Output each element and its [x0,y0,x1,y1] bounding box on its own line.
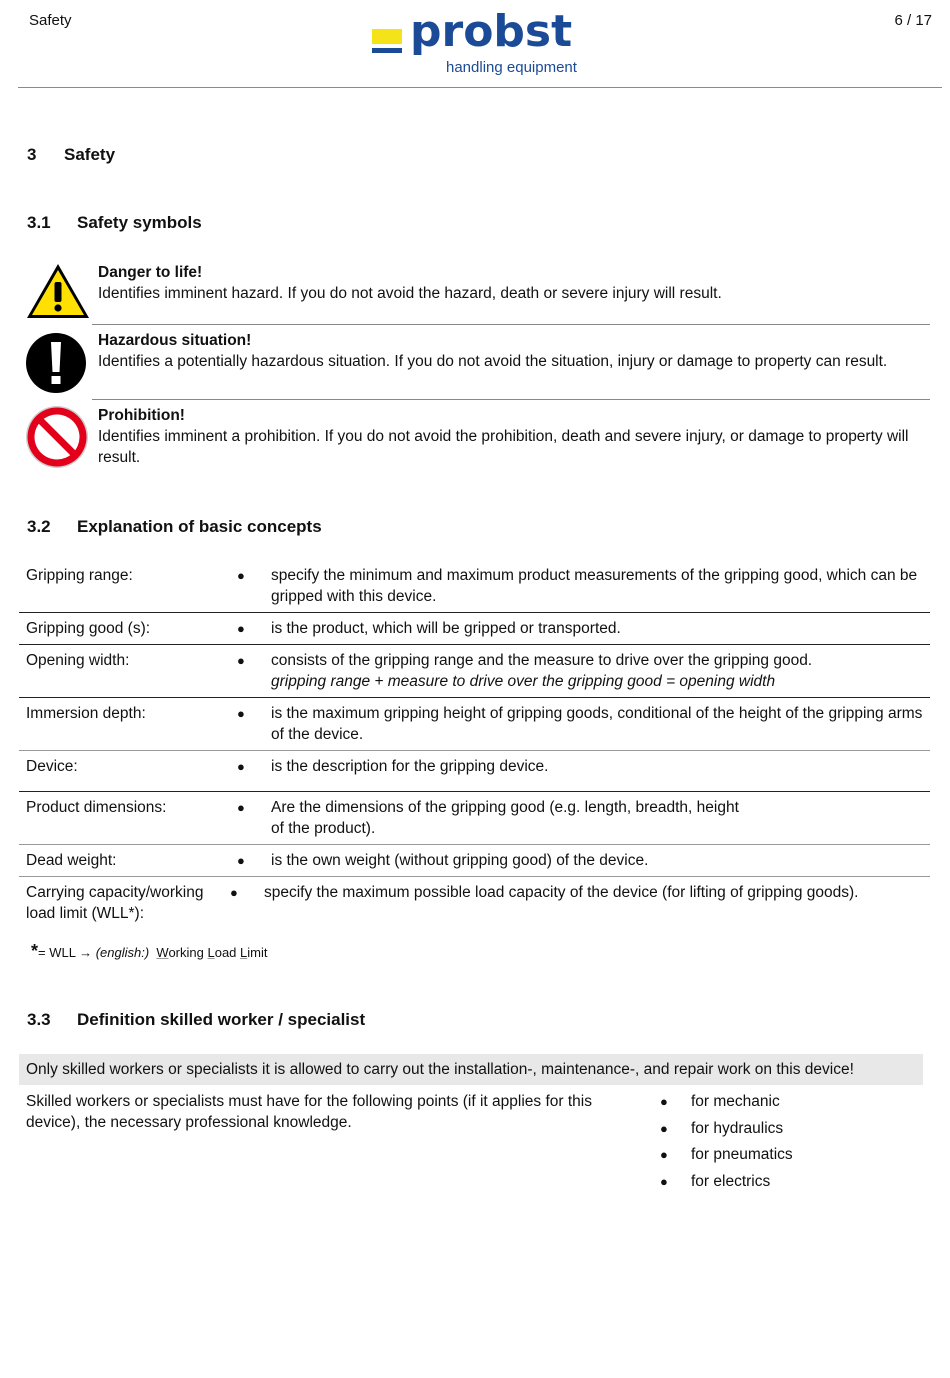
concept-term: Product dimensions: [26,799,167,816]
symbol-divider [92,324,930,325]
concept-row [19,791,930,844]
concept-row [19,644,930,697]
concept-definition: is the own weight (without gripping good) of the device. [271,852,649,869]
bullet: ● [230,885,238,900]
list-item: ● for mechanic [660,1093,780,1110]
list-item: ● for electrics [660,1172,771,1190]
logo-brand: probst [410,6,573,57]
bullet: ● [237,853,245,868]
concept-row [19,560,930,612]
concept-definition: is the maximum gripping height of gripping goods, conditional of the height of the gripping arms of the device. [271,705,923,743]
section-title: Safety [64,145,116,164]
subsection-heading-symbols [27,213,202,233]
bullet: ● [237,568,245,583]
concept-term: Opening width: [26,652,130,669]
section-heading [27,145,115,165]
subsection-number: 3.2 [27,517,51,536]
subsection-title: Explanation of basic concepts [77,517,322,536]
subsection-heading-skilled [27,1010,365,1030]
skilled-notice: Only skilled workers or specialists it is allowed to carry out the installation-, maintenance-, and repair work on this device! [19,1054,923,1085]
list-item: ● for hydraulics [660,1119,784,1137]
logo-yellow-bar [372,29,402,44]
concept-definition: is the description for the gripping device. [271,758,549,775]
skill-list [660,1091,930,1197]
header-divider [18,87,942,88]
exclamation-circle-icon [25,332,87,394]
concept-definition: specify the maximum possible load capacity of the device (for lifting of gripping goods). [264,884,859,901]
subsection-title: Definition skilled worker / specialist [77,1010,366,1029]
symbol-title: Hazardous situation! [98,332,252,349]
concept-term: Gripping good (s): [26,620,151,637]
concept-definition: specify the minimum and maximum product measurements of the gripping good, which can be gripped with this device. [271,567,918,605]
probst-logo [372,6,598,80]
symbol-description: Identifies a potentially hazardous situation. If you do not avoid the situation, injury or damage to property can result. [98,353,888,370]
logo-blue-bar [372,48,402,53]
bullet: ● [237,800,245,815]
concept-row [19,750,930,791]
subsection-title: Safety symbols [77,213,202,232]
bullet: ● [237,621,245,636]
concept-definition: Are the dimensions of the gripping good (e.g. length, breadth, height [271,799,739,816]
subsection-number: 3.3 [27,1010,51,1029]
concept-term: Carrying capacity/working load limit (WLL*): [26,884,204,922]
concept-term: Immersion depth: [26,705,146,722]
skilled-description: Skilled workers or specialists must have for the following points (if it applies for this device), the necessary professional knowledge. [26,1093,592,1131]
section-number: 3 [27,145,37,164]
concept-term: Device: [26,758,78,775]
symbol-title: Prohibition! [98,407,185,424]
concept-term: Dead weight: [26,852,117,869]
concept-definition-cont: of the product). [271,820,376,837]
concept-definition: is the product, which will be gripped or transported. [271,620,621,637]
warning-triangle-icon [25,262,91,320]
symbol-description: Identifies imminent hazard. If you do not avoid the hazard, death or severe injury will result. [98,285,722,302]
concept-row [19,612,930,644]
subsection-number: 3.1 [27,213,51,232]
header-section-label: Safety [29,12,72,29]
symbol-title: Danger to life! [98,264,203,281]
concept-row [19,876,930,929]
logo-tagline: handling equipment [446,59,577,76]
bullet: ● [237,759,245,774]
concept-row [19,697,930,750]
symbol-description: Identifies imminent a prohibition. If you do not avoid the prohibition, death and severe injury, or damage to property will result. [98,428,909,466]
concept-term: Gripping range: [26,567,133,584]
bullet: ● [237,706,245,721]
concept-formula: gripping range + measure to drive over the gripping good = opening width [271,673,776,690]
list-item: ● for pneumatics [660,1146,793,1163]
concept-definition: consists of the gripping range and the measure to drive over the gripping good. [271,652,813,669]
page-indicator: 6 / 17 [894,12,932,29]
concept-row [19,844,930,876]
symbol-divider [92,399,930,400]
bullet: ● [237,653,245,668]
wll-footnote: *= WLL → (english:) Working Load Limit [31,941,268,961]
concepts-table [19,560,930,929]
prohibition-icon [25,405,89,469]
subsection-heading-concepts [27,517,322,537]
